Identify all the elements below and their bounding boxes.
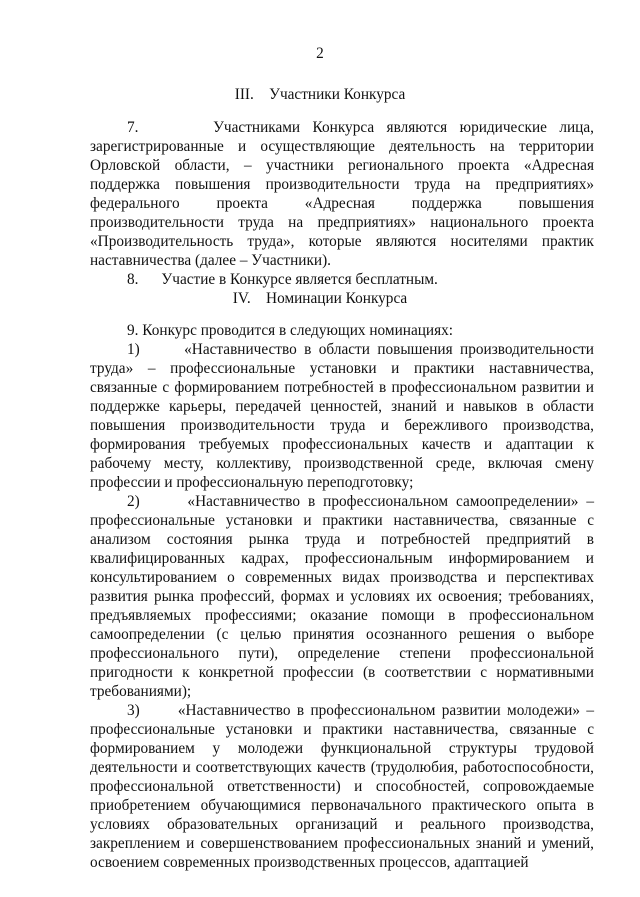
section-heading-nominations: IV. Номинации Конкурса [232, 290, 408, 307]
section-nominations-body [90, 321, 594, 872]
paragraph-8: 8. Участие в Конкурсе является бесплатным. [127, 271, 438, 288]
nomination-item-1: 1) «Наставничество в области повышения производительности труда» – профессиональные установки и практики наставничества, связанные с формированием потребностей в профессиональном развитии и поддержке карьеры, передачей ценностей, знаний и навыков в области повышения производительности труда и бережливого производства, формирования требуемых профессиональных качеств и адаптации к рабочему месту, коллективу, производственной среде, включая смену профессии и профессиональную переподготовку; [90, 341, 594, 491]
nomination-item-2: 2) «Наставничество в профессиональном самоопределении» – профессиональные установки и практики наставничества, связанные с анализом состояния рынка труда и потребностей предприятий в квалифицированных кадрах, профессиональным информированием и консультированием о современных видах производства и перспективах развития рынка профессий, формах и условиях их освоения; требованиях, предъявляемых профессиями; оказание помощи в профессиональном самоопределении (с целью принятия осознанного решения о выборе профессионального пути), определение степени профессиональной пригодности к конкретной профессии (в соответствии с нормативными требованиями); [90, 493, 594, 700]
page-number: 2 [316, 45, 324, 62]
nomination-item-3: 3) «Наставничество в профессиональном развитии молодежи» – профессиональные установки и практики наставничества, связанные с формированием у молодежи функциональной структуры трудовой деятельности и соответствующих качеств (трудолюбия, работоспособности, профессиональной ответственности) и способностей, сопровождаемые приобретением обучающимися первоначального практического опыта в условиях образовательных организаций и реального производства, закреплением и совершенствованием профессиональных знаний и умений, освоением современных производственных процессов, адаптацией [90, 702, 594, 871]
paragraph-7: 7. Участниками Конкурса являются юридические лица, зарегистрированные и осуществляющие деятельность на территории Орловской области, – участники регионального проекта «Адресная поддержка повышения производительности труда на предприятиях» федерального проекта «Адресная поддержка повышения производительности труда на предприятиях» национального проекта «Производительность труда», которые являются носителями практик наставничества (далее – Участники). [90, 119, 594, 269]
paragraph-9: 9. Конкурс проводится в следующих номинациях: [127, 322, 454, 339]
section-participants-body [90, 118, 594, 289]
section-heading-participants: III. Участники Конкурса [234, 86, 406, 103]
